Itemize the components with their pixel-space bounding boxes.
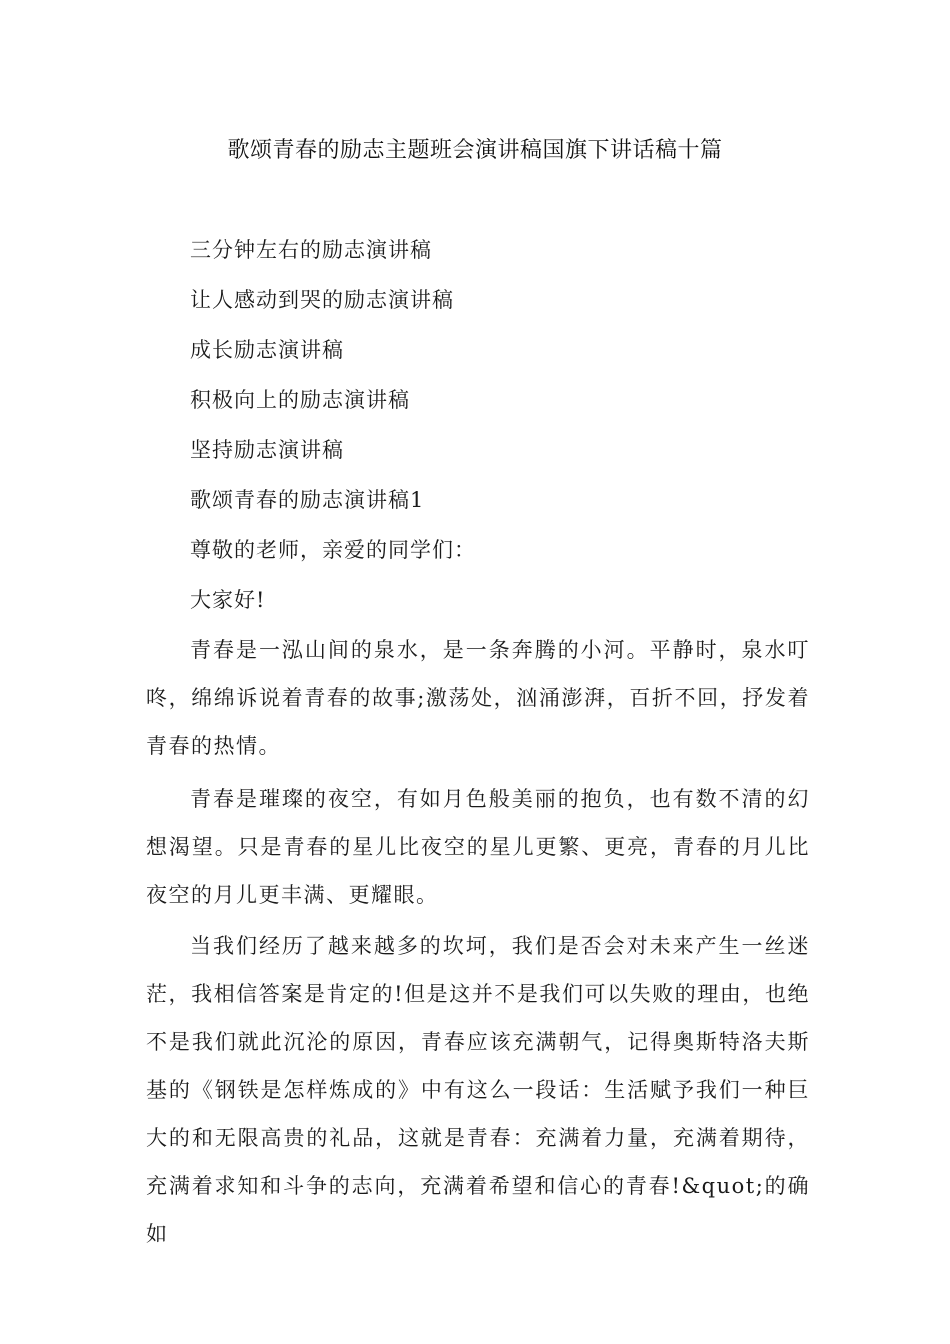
outline-list (190, 232, 476, 632)
speech-heading: 歌颂青春的励志演讲稿1 (190, 488, 425, 512)
body-paragraph: 当我们经历了越来越多的坎坷，我们是否会对未来产生一丝迷茫，我相信答案是肯定的!但是这并不是我们可以失败的理由，也绝不是我们就此沉沦的原因，青春应该充满朝气，记得奥斯特洛夫斯基的《钢铁是怎样炼成的》中有这么一段话：生活赋予我们一种巨大的和无限高贵的礼品，这就是青春：充满着力量，充满着期待，充满着求知和斗争的志向，充满着希望和信心的青春!&quot;的确如 (146, 934, 810, 1246)
document-title: 歌颂青春的励志主题班会演讲稿国旗下讲话稿十篇 (227, 138, 723, 163)
outline-item: 三分钟左右的励志演讲稿 (190, 238, 432, 262)
outline-item: 坚持励志演讲稿 (190, 438, 344, 462)
salutation: 尊敬的老师，亲爱的同学们： (190, 538, 476, 562)
outline-item: 让人感动到哭的励志演讲稿 (190, 288, 454, 312)
body-paragraph: 青春是一泓山间的泉水，是一条奔腾的小河。平静时，泉水叮咚，绵绵诉说着青春的故事;激荡处，汹涌澎湃，百折不回，抒发着青春的热情。 (146, 638, 810, 758)
outline-item: 积极向上的励志演讲稿 (190, 388, 410, 412)
body-paragraph: 青春是璀璨的夜空，有如月色般美丽的抱负，也有数不清的幻想渴望。只是青春的星儿比夜空的星儿更繁、更亮，青春的月儿比夜空的月儿更丰满、更耀眼。 (146, 787, 810, 907)
outline-item: 成长励志演讲稿 (190, 338, 344, 362)
greeting: 大家好! (190, 588, 266, 612)
